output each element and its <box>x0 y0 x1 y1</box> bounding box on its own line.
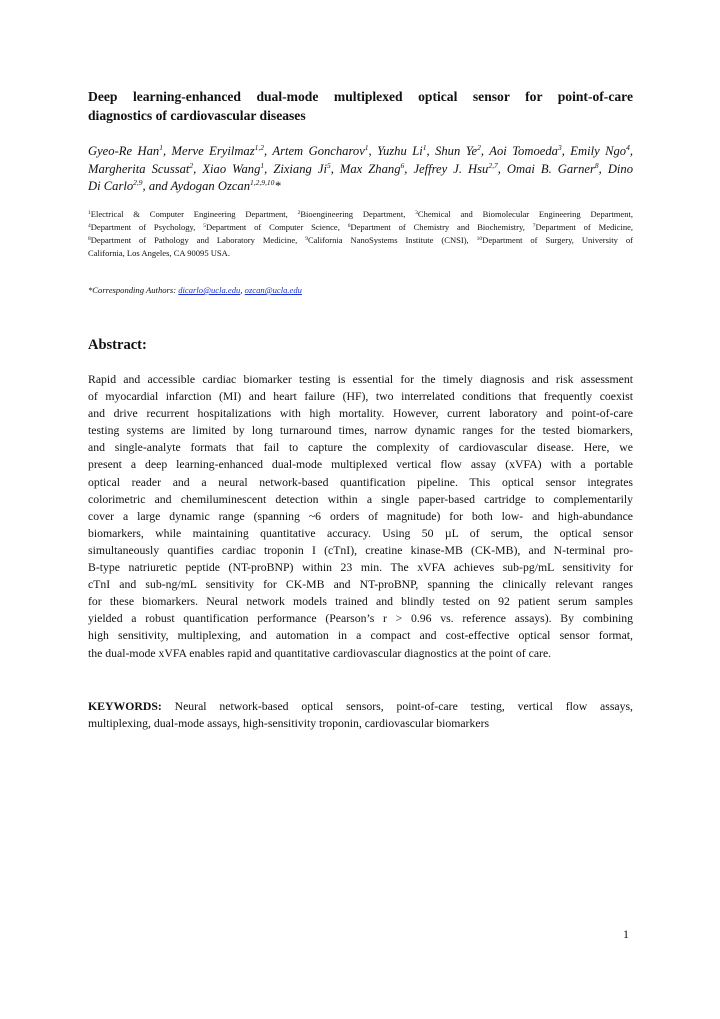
author-affiliation-mark: 1 <box>159 143 163 152</box>
author-name: Shun Ye <box>435 144 478 158</box>
affiliations <box>88 208 633 260</box>
author-name: Omai B. Garner <box>506 161 595 176</box>
corresponding-authors <box>88 285 302 295</box>
author-affiliation-mark: 3 <box>557 143 562 152</box>
author-separator: , <box>162 144 172 158</box>
affiliation-mark: 7 <box>532 223 536 229</box>
title-line: diagnostics of cardiovascular diseases <box>88 108 306 123</box>
abstract-line: of myocardial infarction (MI) and heart failure (HF), two interrelated conditions that frequently coexist <box>88 390 633 404</box>
affiliation-text: Electrical & Computer Engineering Department, <box>90 209 298 219</box>
affiliation-text: Department of Medicine, <box>535 222 634 232</box>
author-name: Aoi Tomoeda <box>489 144 558 158</box>
email-link-ozcan[interactable]: ozcan@ucla.edu <box>244 285 302 295</box>
author-name: Gyeo-Re Han <box>88 144 160 158</box>
affiliation-text: Department of Computer Science, <box>205 222 348 232</box>
author-separator: , <box>404 161 414 176</box>
author-separator: , <box>629 144 634 158</box>
abstract-heading: Abstract: <box>88 337 147 353</box>
author-separator: , <box>561 144 571 158</box>
author-name: Dino <box>607 161 633 176</box>
abstract-line: optical reader and a neural network-based quantification pipeline. This optical sensor integrates <box>88 475 633 489</box>
author-name: Jeffrey J. Hsu <box>413 161 489 176</box>
author-name: and Aydogan Ozcan <box>148 179 251 193</box>
affiliation-mark: 1 <box>88 210 91 216</box>
author-name: Xiao Wang <box>202 161 261 176</box>
abstract-line: testing systems are limited by long turnaround times, narrow dynamic ranges for the tested biomarkers, <box>88 424 633 438</box>
abstract-line: and drive recurrent hospitalizations with high mortality. However, current laboratory and point-of-care <box>88 407 633 421</box>
abstract-line: the dual-mode xVFA enables rapid and quantitative cardiovascular diagnostics at the point of care. <box>88 646 552 660</box>
keywords-line <box>88 698 633 715</box>
author-affiliation-mark: 5 <box>326 160 331 170</box>
affiliation-text: Bioengineering Department, <box>300 209 416 219</box>
keywords-label: KEYWORDS: <box>88 700 162 713</box>
author-name: Zixiang Ji <box>273 161 327 176</box>
affiliation-mark: 10 <box>476 236 483 242</box>
author-name: Max Zhang <box>339 161 401 176</box>
abstract-line: yielded a robust quantification performance (Pearson’s r > 0.96 vs. reference assays). By combining <box>88 612 633 626</box>
author-separator: , <box>264 161 274 176</box>
abstract-line: cover a large dynamic range (spanning ~6 orders of magnitude) for both low- and high-abundance <box>88 509 633 523</box>
author-name: Yuzhu Li <box>377 144 423 158</box>
email-link-dicarlo[interactable]: dicarlo@ucla.edu <box>178 285 241 295</box>
author-affiliation-mark: 4 <box>626 143 630 152</box>
author-separator: , <box>368 144 378 158</box>
affiliation-text: Chemical and Biomolecular Engineering Department, <box>417 209 633 219</box>
author-name: Emily Ngo <box>570 144 627 158</box>
author-affiliation-mark: 2 <box>189 160 194 170</box>
abstract-line: biomarkers, while maintaining quantitative accuracy. Using 50 µL of serum, the optical sensor <box>88 526 633 540</box>
affiliation-mark: 8 <box>88 236 91 242</box>
paper-title <box>88 87 633 125</box>
author-separator: , <box>142 179 149 193</box>
author-affiliation-mark: 2,7 <box>488 160 498 170</box>
abstract-line: colorimetric and chemiluminescent detection within a single paper-based cartridge to complementarily <box>88 492 633 506</box>
author-separator: , <box>330 161 340 176</box>
affiliation-mark: 4 <box>88 223 91 229</box>
abstract-line: cTnI and sub-ng/mL sensitivity for CK-MB and NT-proBNP, spanning the clinically relevant ranges <box>88 578 633 592</box>
author-line <box>88 143 633 161</box>
abstract-line: and single-analyte formats that fail to capture the complexity of cardiovascular disease. Here, we <box>88 441 633 455</box>
author-separator: , <box>480 144 490 158</box>
keywords-section <box>88 698 633 732</box>
corresponding-mark: * <box>274 179 281 193</box>
affiliation-mark: 2 <box>297 210 301 216</box>
author-separator: , <box>426 144 436 158</box>
author-affiliation-mark: 6 <box>400 160 405 170</box>
abstract-line: for these biomarkers. Neural network models trained and blindly tested on 92 patient serum samples <box>88 595 633 609</box>
affiliation-mark: 5 <box>203 223 206 229</box>
affiliation-line <box>88 234 633 247</box>
abstract-body <box>88 371 633 662</box>
abstract-line: high sensitivity, multiplexing, and automation in a compact and cost-effective optical sensor format, <box>88 629 633 643</box>
page-number: 1 <box>623 927 629 941</box>
affiliation-line <box>88 208 633 221</box>
affiliation-text: Department of Chemistry and Biochemistry, <box>350 222 533 232</box>
affiliation-mark: 9 <box>305 236 308 242</box>
author-line <box>88 161 633 179</box>
author-name: Margherita Scussat <box>88 161 190 176</box>
author-affiliation-mark: 1 <box>422 143 427 152</box>
author-separator: , <box>264 144 273 158</box>
author-line <box>88 178 633 196</box>
author-affiliation-mark: 1,2,9,10 <box>250 178 275 187</box>
author-name: Di Carlo <box>88 179 134 193</box>
author-name: Merve Eryilmaz <box>171 144 255 158</box>
author-separator: , <box>598 161 608 176</box>
author-name: Artem Goncharov <box>272 144 365 158</box>
affiliation-text: California NanoSystems Institute (CNSI), <box>307 235 477 245</box>
affiliation-mark: 3 <box>415 210 418 216</box>
abstract-line: B-type natriuretic peptide (NT-proBNP) within 23 min. The xVFA achieves sub-pg/mL sensitivity for <box>88 561 633 575</box>
affiliation-mark: 6 <box>347 223 351 229</box>
keywords-text: Neural network-based optical sensors, point-of-care testing, vertical flow assays, <box>161 700 633 713</box>
keywords-line: multiplexing, dual-mode assays, high-sensitivity troponin, cardiovascular biomarkers <box>88 717 490 731</box>
abstract-line: simultaneously quantifies cardiac troponin I (cTnI), creatine kinase-MB (CK-MB), and N-terminal pro- <box>88 543 633 557</box>
affiliation-text: California, Los Angeles, CA 90095 USA. <box>88 248 230 258</box>
affiliation-line <box>88 221 633 234</box>
affiliation-text: Department of Surgery, University of <box>482 235 634 245</box>
author-affiliation-mark: 1 <box>260 160 265 170</box>
affiliation-line <box>88 247 633 260</box>
abstract-line: Rapid and accessible cardiac biomarker testing is essential for the timely diagnosis and risk assessment <box>88 373 633 386</box>
affiliation-text: Department of Psychology, <box>90 222 204 232</box>
title-line: Deep learning-enhanced dual-mode multiplexed optical sensor for point-of-care <box>88 89 633 104</box>
abstract-line: present a deep learning-enhanced dual-mode multiplexed vertical flow assay (xVFA) with a portable <box>88 458 633 472</box>
author-affiliation-mark: 1 <box>364 143 369 152</box>
corresponding-label: *Corresponding Authors: <box>88 285 179 295</box>
author-affiliation-mark: 8 <box>594 160 599 170</box>
author-affiliation-mark: 1,2 <box>254 143 264 152</box>
author-separator: , <box>193 161 203 176</box>
author-affiliation-mark: 2,9 <box>133 178 143 187</box>
affiliation-text: Department of Pathology and Laboratory Medicine, <box>90 235 306 245</box>
author-list <box>88 143 633 196</box>
email-separator: , <box>240 285 245 295</box>
author-affiliation-mark: 2 <box>477 143 481 152</box>
author-separator: , <box>497 161 507 176</box>
